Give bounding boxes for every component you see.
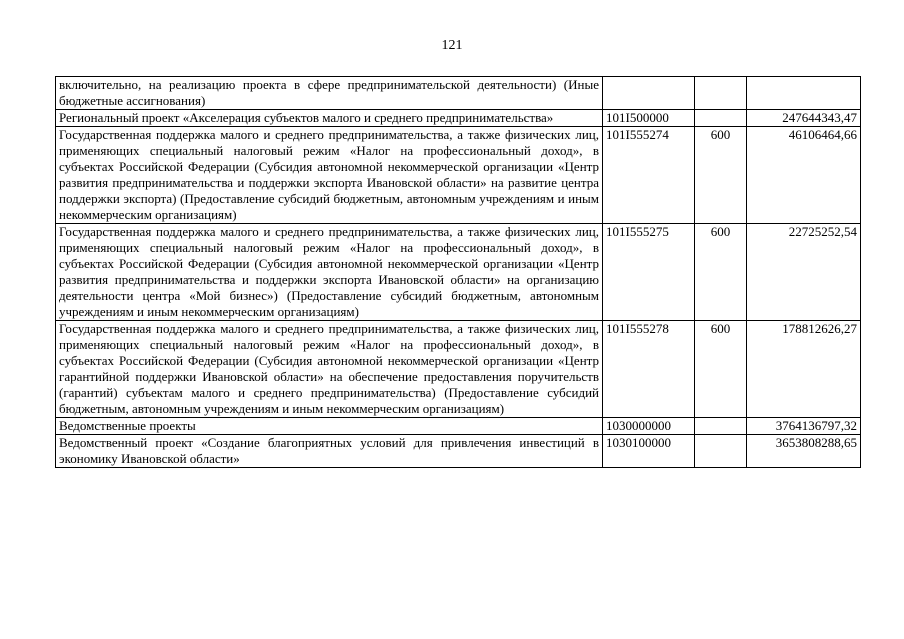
row-amount-cell: 3653808288,65 bbox=[747, 435, 861, 468]
row-amount-cell: 247644343,47 bbox=[747, 110, 861, 127]
table-row bbox=[56, 77, 861, 110]
row-name-cell: Региональный проект «Акселерация субъектов малого и среднего предпринимательства» bbox=[56, 110, 603, 127]
row-code-cell: 1030100000 bbox=[603, 435, 695, 468]
row-amount-cell: 46106464,66 bbox=[747, 127, 861, 224]
row-name-cell: Государственная поддержка малого и среднего предпринимательства, а также физических лиц, применяющих специальный налоговый режим «Налог на профессиональный доход», в субъектах Российской Федерации (Субсидия автономной некоммерческой организации «Центр развития предпринимательства и поддержки экспорта Ивановской области» на организацию деятельности центра «Мой бизнес») (Предоставление субсидий бюджетным, автономным учреждениям и иным некоммерческим организациям) bbox=[56, 224, 603, 321]
row-type-cell bbox=[695, 435, 747, 468]
row-type-cell bbox=[695, 418, 747, 435]
row-type-cell bbox=[695, 77, 747, 110]
row-code-cell: 101I555275 bbox=[603, 224, 695, 321]
table-row bbox=[56, 127, 861, 224]
table-row bbox=[56, 110, 861, 127]
row-name-cell: включительно, на реализацию проекта в сфере предпринимательской деятельности) (Иные бюджетные ассигнования) bbox=[56, 77, 603, 110]
row-type-cell: 600 bbox=[695, 127, 747, 224]
row-code-cell: 101I500000 bbox=[603, 110, 695, 127]
row-code-cell: 101I555278 bbox=[603, 321, 695, 418]
row-code-cell: 1030000000 bbox=[603, 418, 695, 435]
row-amount-cell: 3764136797,32 bbox=[747, 418, 861, 435]
row-type-cell bbox=[695, 110, 747, 127]
row-name-cell: Государственная поддержка малого и среднего предпринимательства, а также физических лиц, применяющих специальный налоговый режим «Налог на профессиональный доход», в субъектах Российской Федерации (Субсидия автономной некоммерческой организации «Центр развития предпринимательства и поддержки экспорта Ивановской области» на развитие центра поддержки экспорта) (Предоставление субсидий бюджетным, автономным учреждениям и иным некоммерческим организациям) bbox=[56, 127, 603, 224]
table-row bbox=[56, 224, 861, 321]
table-row bbox=[56, 435, 861, 468]
row-name-cell: Ведомственные проекты bbox=[56, 418, 603, 435]
table-row bbox=[56, 321, 861, 418]
page-number: 121 bbox=[441, 38, 463, 53]
budget-table bbox=[55, 76, 861, 468]
row-type-cell: 600 bbox=[695, 321, 747, 418]
row-amount-cell bbox=[747, 77, 861, 110]
row-name-cell: Государственная поддержка малого и среднего предпринимательства, а также физических лиц, применяющих специальный налоговый режим «Налог на профессиональный доход», в субъектах Российской Федерации (Субсидия автономной некоммерческой организации «Центр гарантийной поддержки Ивановской области» на обеспечение предоставления поручительств (гарантий) субъектам малого и среднего предпринимательства) (Предоставление субсидий бюджетным, автономным учреждениям и иным некоммерческим организациям) bbox=[56, 321, 603, 418]
row-amount-cell: 178812626,27 bbox=[747, 321, 861, 418]
row-type-cell: 600 bbox=[695, 224, 747, 321]
table-row bbox=[56, 418, 861, 435]
row-code-cell bbox=[603, 77, 695, 110]
row-name-cell: Ведомственный проект «Создание благоприятных условий для привлечения инвестиций в экономику Ивановской области» bbox=[56, 435, 603, 468]
row-amount-cell: 22725252,54 bbox=[747, 224, 861, 321]
row-code-cell: 101I555274 bbox=[603, 127, 695, 224]
